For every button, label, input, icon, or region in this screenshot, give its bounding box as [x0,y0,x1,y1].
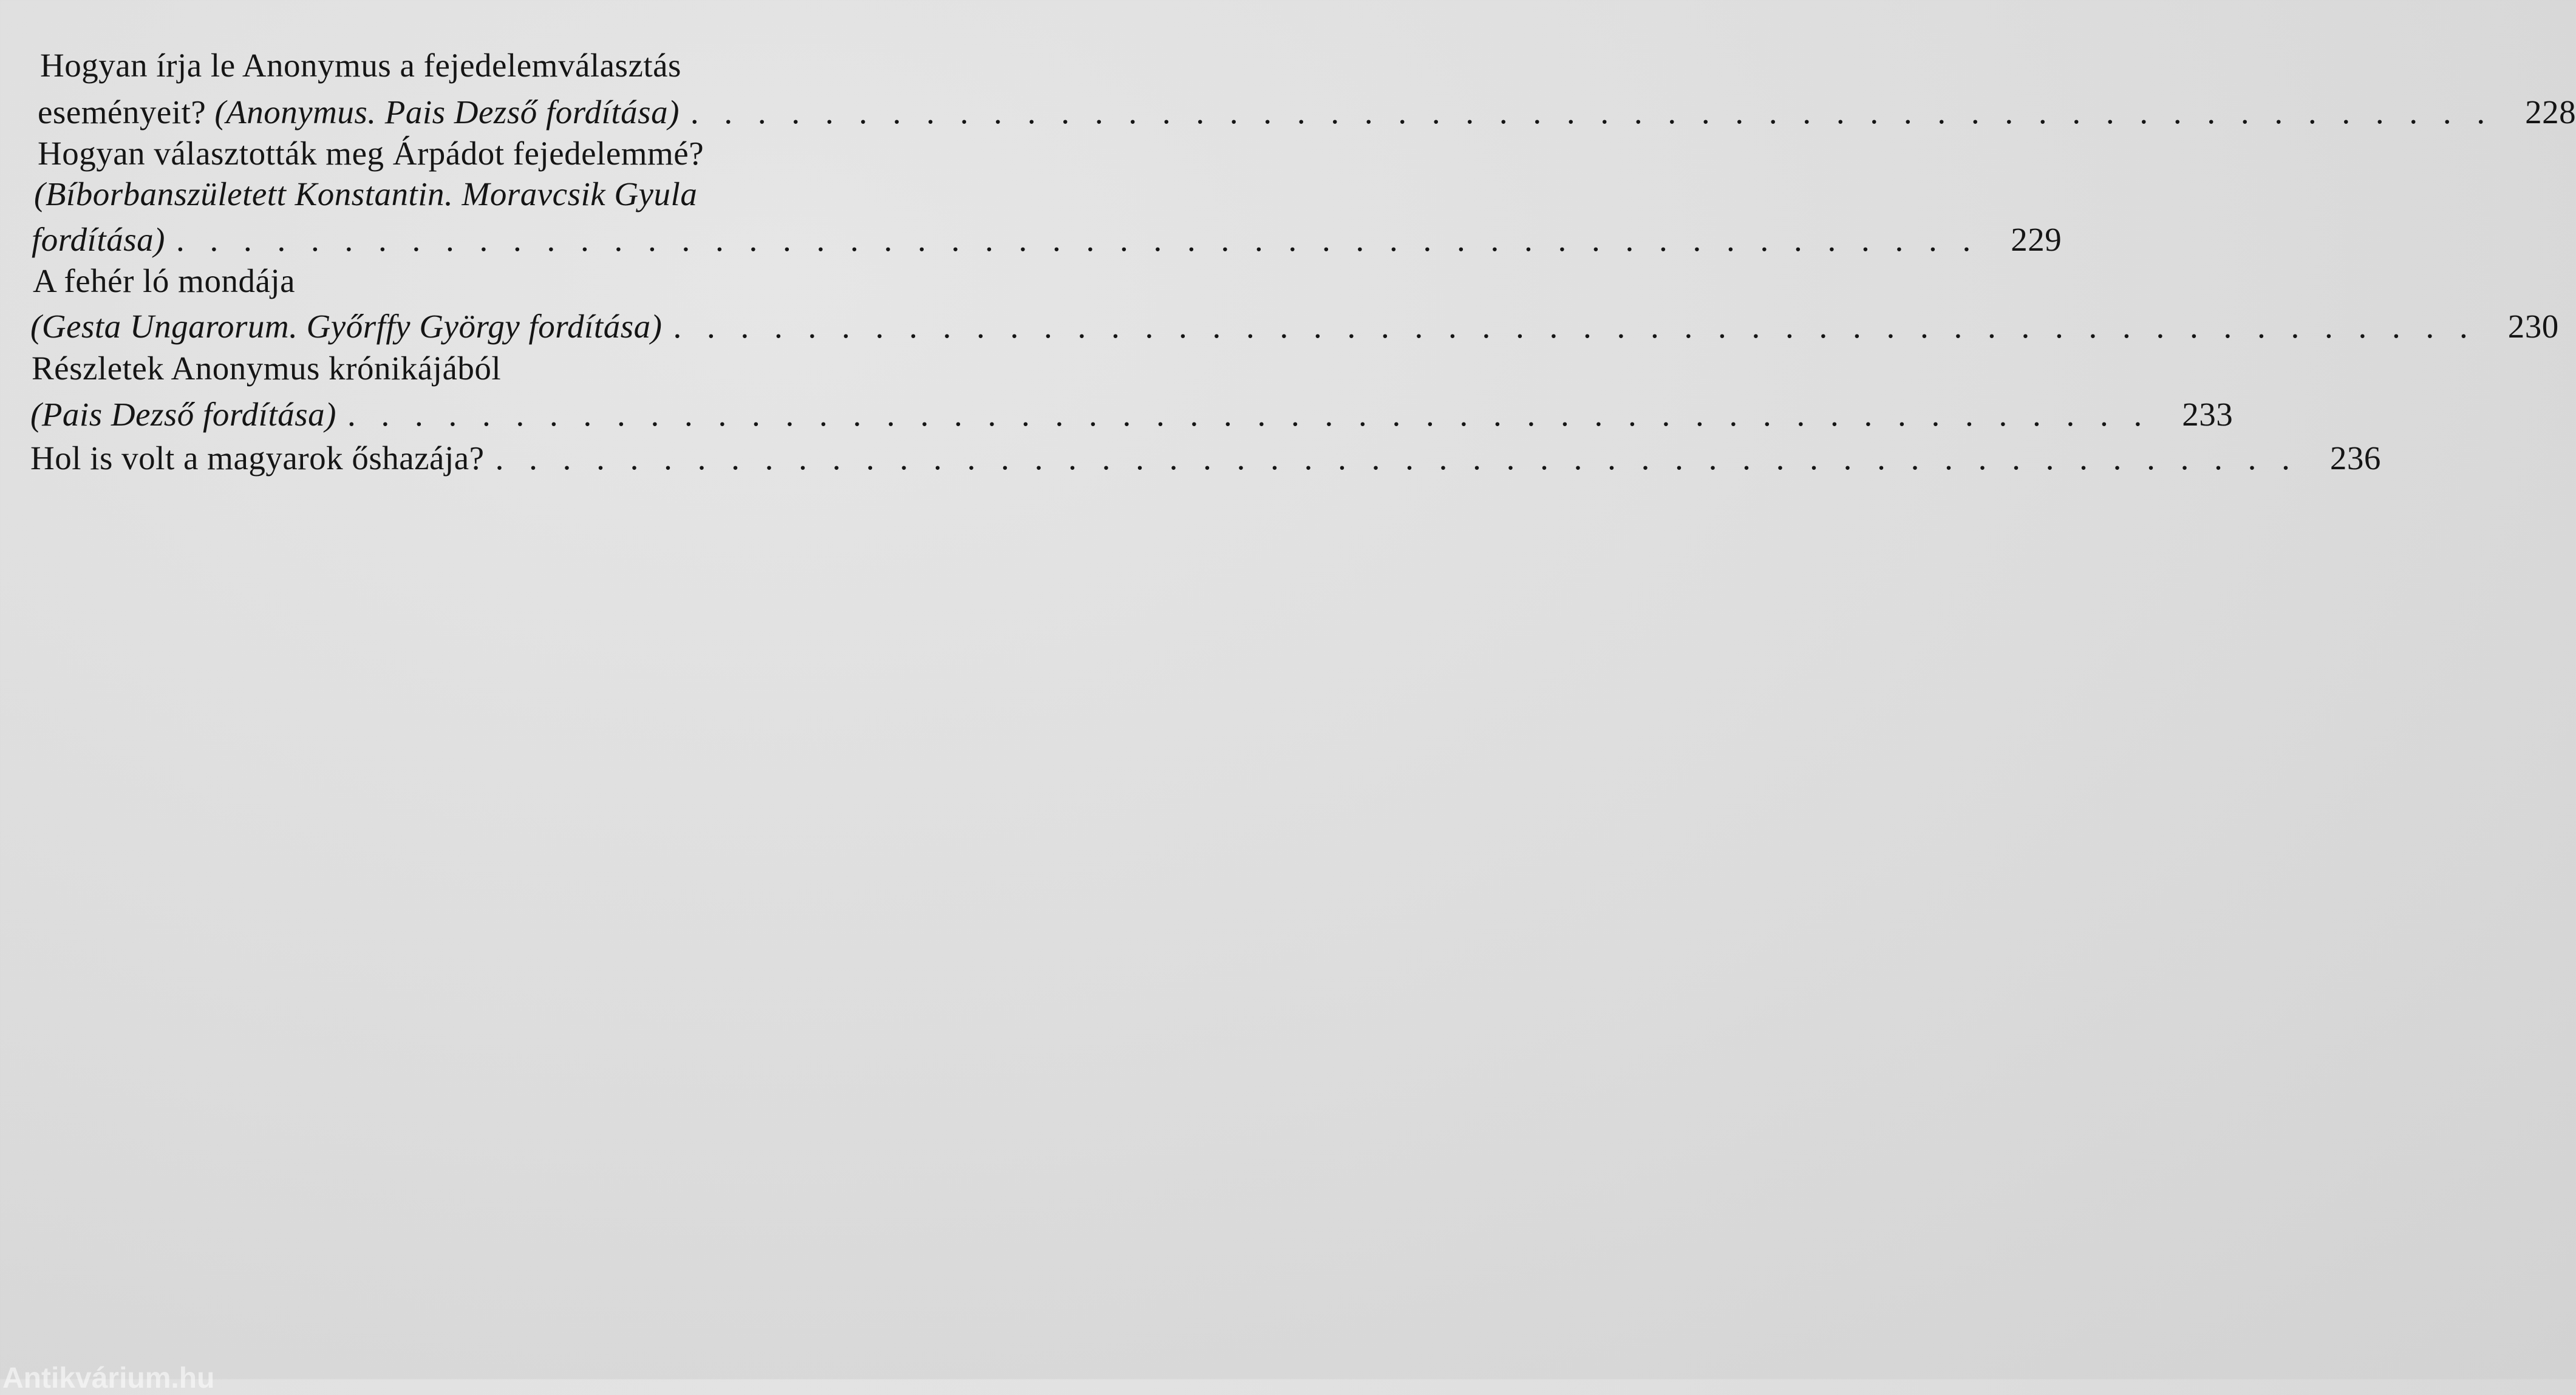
entry-source-text: (Gesta Ungarorum. Győrffy György fordítása) [30,308,663,345]
dot-leader: . . . . . . . . . . . . . . . . . . . . . . . . . . . . . . . . . . . . . . . . . . . . . . . . . . . . . . [175,221,1980,258]
entry-title-text: Hogyan választották meg Árpádot fejedelemmé? [38,135,704,172]
entry-title-text: eseményeit? [38,93,206,131]
entry-title-text: Hogyan írja le Anonymus a fejedelemválasztás [40,47,681,84]
entry-source-text: (Anonymus. Pais Dezső fordítása) [214,93,680,131]
page-number: 229 [2011,221,2062,258]
entry-source-text: (Bíborbanszületett Konstantin. Moravcsik Gyula [34,175,698,212]
entry-title-text: A fehér ló mondája [33,262,296,299]
toc-entry-5[interactable] [30,437,2381,480]
toc-entry-4[interactable] [30,393,2234,436]
toc-entry-3[interactable] [30,305,2559,348]
entry-source-text: (Pais Dezső fordítása) [30,396,336,433]
page-number: 228 [2525,93,2576,131]
page-number: 230 [2507,308,2559,345]
toc-entry-2-source [34,173,975,216]
toc-entry-2-title [38,132,979,175]
dot-leader: . . . . . . . . . . . . . . . . . . . . . . . . . . . . . . . . . . . . . . . . . . . . . . . . . . . . . . [673,308,2476,345]
dot-leader: . . . . . . . . . . . . . . . . . . . . . . . . . . . . . . . . . . . . . . . . . . . . . . . . . . . . . . [347,396,2151,433]
watermark: Antikvárium.hu [2,1362,215,1394]
entry-title-text: Részletek Anonymus krónikájából [32,350,502,387]
page-number: 236 [2329,440,2381,477]
entry-title-text: Hol is volt a magyarok őshazája? [30,440,485,477]
page-number: 233 [2182,396,2234,433]
toc-entry-1[interactable] [38,91,2576,134]
toc-entry-4-title [32,347,973,390]
dot-leader: . . . . . . . . . . . . . . . . . . . . . . . . . . . . . . . . . . . . . . . . . . . . . . . . . . . . . . [690,93,2494,131]
toc-entry-3-title [33,260,974,302]
toc-entry-1-title [40,44,981,87]
dot-leader: . . . . . . . . . . . . . . . . . . . . . . . . . . . . . . . . . . . . . . . . . . . . . . . . . . . . . . [495,440,2298,477]
toc-entry-2[interactable] [32,219,2062,261]
entry-source-text: fordítása) [32,221,165,258]
